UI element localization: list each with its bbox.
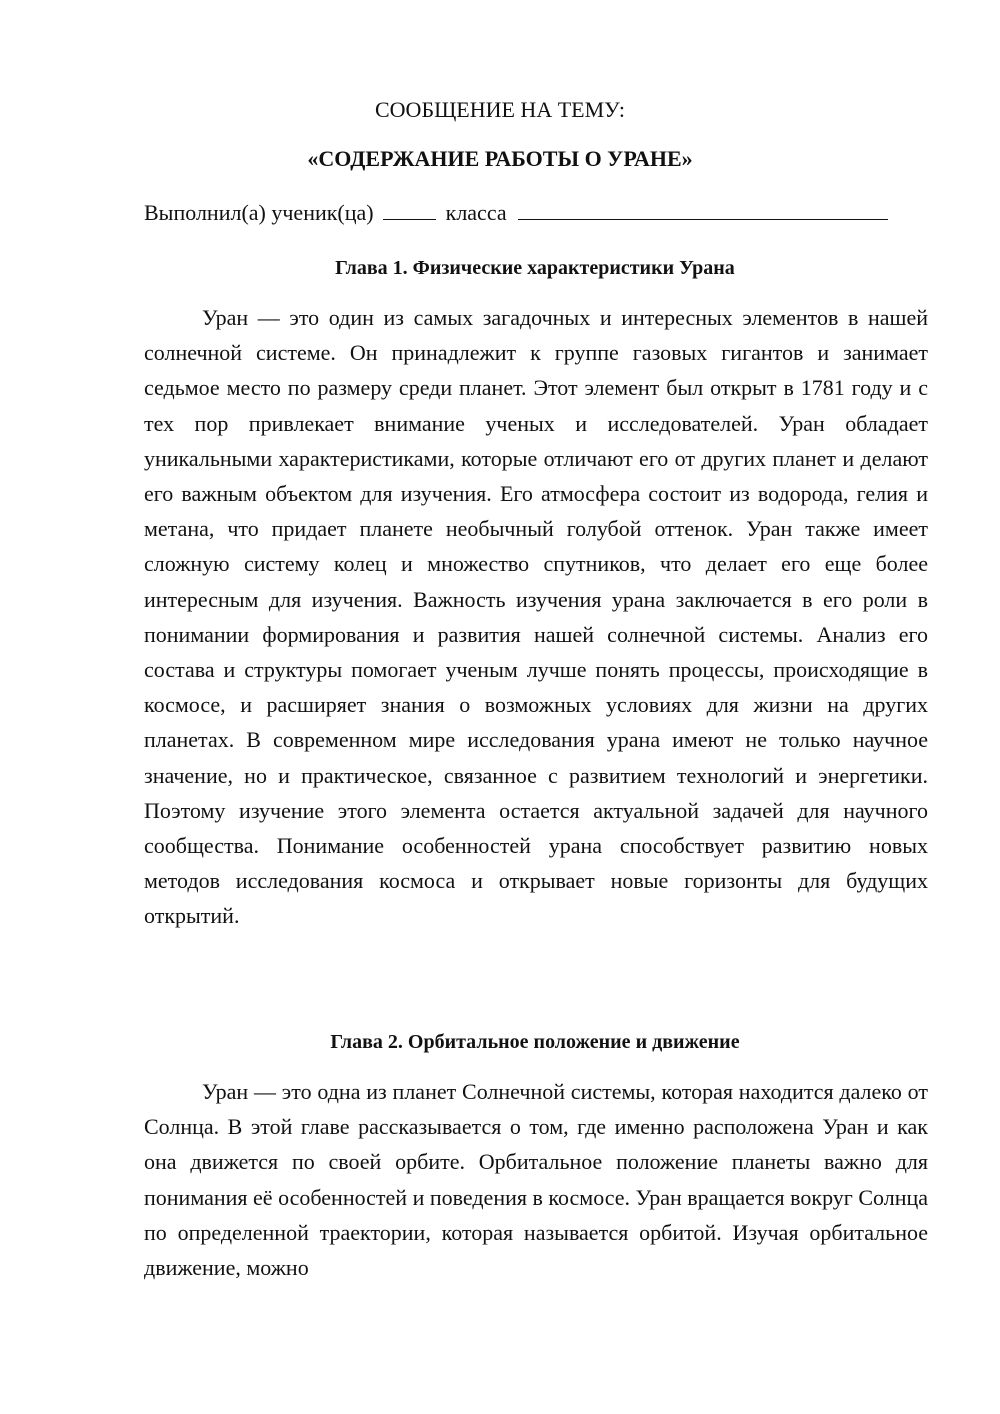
chapter-2-heading: Глава 2. Орбитальное положение и движение: [330, 1031, 740, 1053]
class-number-blank: [383, 199, 436, 220]
chapter-2-paragraph: Уран — это одна из планет Солнечной системы, которая находится далеко от Солнца. В этой главе рассказывается о том, где именно расположена Уран и как она движется по своей орбите. Орбитальное положение планеты важно для понимания её особенностей и поведения в космосе. Уран вращается вокруг Солнца по определенной траектории, которая называется орбитой. Изучая орбитальное движение, можно: [144, 1079, 928, 1281]
chapter-1-heading: Глава 1. Физические характеристики Урана: [335, 257, 735, 279]
author-name-blank: [518, 199, 888, 220]
document-subtitle: «СОДЕРЖАНИЕ РАБОТЫ О УРАНЕ»: [307, 146, 693, 171]
author-line: [144, 199, 934, 226]
chapter-1-paragraph: Уран — это один из самых загадочных и интересных элементов в нашей солнечной системе. Он принадлежит к группе газовых гигантов и занимает седьмое место по размеру среди планет. Этот элемент был открыт в 1781 году и с тех пор привлекает внимание ученых и исследователей. Уран обладает уникальными характеристиками, которые отличают его от других планет и делают его важным объектом для изучения. Его атмосфера состоит из водорода, гелия и метана, что придает планете необычный голубой оттенок. Уран также имеет сложную систему колец и множество спутников, что делает его еще более интересным для изучения. Важность изучения урана заключается в его роли в понимании формирования и развития нашей солнечной системы. Анализ его состава и структуры помогает ученым лучше понять процессы, происходящие в космосе, и расширяет знания о возможных условиях для жизни на других планетах. В современном мире исследования урана имеют не только научное значение, но и практическое, связанное с развитием технологий и энергетики. Поэтому изучение этого элемента остается актуальной задачей для научного сообщества. Понимание особенностей урана способствует развитию новых методов исследования космоса и открывает новые горизонты для будущих открытий.: [144, 305, 928, 929]
author-prefix: Выполнил(а) ученик(ца): [144, 200, 374, 225]
author-class-word: класса: [445, 200, 507, 225]
document-title: СООБЩЕНИЕ НА ТЕМУ:: [375, 97, 625, 122]
